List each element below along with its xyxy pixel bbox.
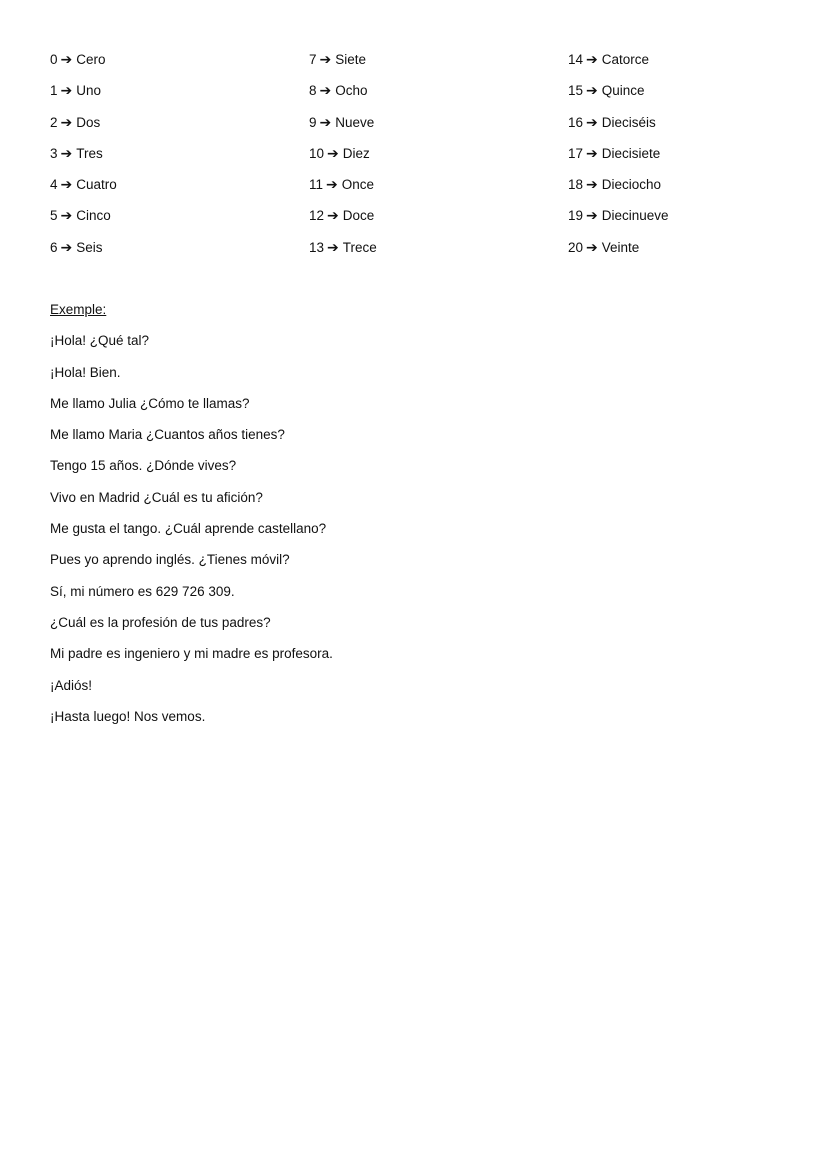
number-word: Diez — [342, 145, 370, 161]
right-arrow-icon: ➔ — [319, 114, 332, 131]
dialogue-line: Me llamo Julia ¿Cómo te llamas? — [50, 395, 250, 411]
number-entry — [50, 82, 309, 113]
right-arrow-icon: ➔ — [586, 208, 598, 225]
number-digit: 20 — [568, 239, 584, 255]
right-arrow-icon: ➔ — [586, 52, 598, 68]
number-word: Cero — [76, 52, 106, 67]
right-arrow-icon: ➔ — [60, 145, 73, 162]
number-digit: 16 — [568, 114, 584, 130]
number-entry — [568, 114, 790, 145]
dialogue-line: Me gusta el tango. ¿Cuál aprende castellano? — [50, 521, 327, 537]
number-entry — [309, 114, 568, 145]
number-word: Dieciséis — [601, 114, 656, 130]
number-digit: 8 — [309, 83, 317, 99]
number-entry — [309, 82, 568, 113]
number-word: Cuatro — [76, 177, 117, 193]
right-arrow-icon: ➔ — [327, 208, 339, 225]
number-word: Dieciocho — [601, 177, 662, 193]
number-entry — [568, 145, 790, 176]
right-arrow-icon: ➔ — [319, 52, 332, 68]
number-digit: 13 — [309, 239, 325, 255]
number-word: Uno — [76, 83, 102, 99]
number-digit: 6 — [50, 239, 58, 255]
dialogue-line: Tengo 15 años. ¿Dónde vives? — [50, 458, 237, 474]
number-entry — [568, 207, 790, 238]
right-arrow-icon: ➔ — [327, 145, 339, 162]
dialogue-line: Sí, mi número es 629 726 309. — [50, 583, 235, 599]
number-digit: 7 — [309, 52, 317, 67]
numbers-list — [50, 51, 790, 270]
number-word: Ocho — [335, 83, 368, 99]
dialogue-line: Vivo en Madrid ¿Cuál es tu afición? — [50, 489, 263, 505]
number-digit: 2 — [50, 114, 58, 130]
number-entry — [568, 239, 790, 270]
numbers-column-1 — [50, 51, 309, 270]
number-word: Siete — [335, 52, 367, 67]
dialogue-line: Mi padre es ingeniero y mi madre es profesora. — [50, 646, 333, 662]
number-word: Diecinueve — [601, 208, 669, 224]
numbers-column-3 — [568, 51, 790, 270]
number-entry — [309, 51, 568, 82]
right-arrow-icon: ➔ — [586, 177, 598, 194]
number-entry — [50, 239, 309, 270]
right-arrow-icon: ➔ — [326, 177, 338, 194]
number-digit: 1 — [50, 83, 58, 99]
dialogue-line: ¡Hola! ¿Qué tal? — [50, 333, 150, 349]
number-word: Cinco — [76, 208, 111, 224]
dialogue-line: ¿Cuál es la profesión de tus padres? — [50, 614, 271, 630]
right-arrow-icon: ➔ — [319, 83, 332, 100]
number-digit: 15 — [568, 83, 584, 99]
right-arrow-icon: ➔ — [586, 83, 598, 100]
number-word: Diecisiete — [601, 145, 661, 161]
example-dialogue — [50, 301, 750, 739]
number-entry — [568, 51, 790, 82]
number-digit: 12 — [309, 208, 325, 224]
example-heading: Exemple: — [50, 302, 107, 317]
dialogue-line: ¡Hasta luego! Nos vemos. — [50, 708, 206, 724]
right-arrow-icon: ➔ — [60, 239, 73, 256]
number-digit: 0 — [50, 52, 58, 67]
number-digit: 5 — [50, 208, 58, 224]
number-entry — [309, 239, 568, 270]
right-arrow-icon: ➔ — [60, 52, 73, 68]
number-digit: 14 — [568, 52, 584, 67]
dialogue-line: ¡Hola! Bien. — [50, 364, 121, 380]
number-digit: 10 — [309, 145, 325, 161]
number-entry — [309, 207, 568, 238]
right-arrow-icon: ➔ — [327, 239, 339, 256]
right-arrow-icon: ➔ — [586, 114, 598, 131]
number-word: Quince — [601, 83, 645, 99]
number-entry — [309, 145, 568, 176]
number-entry — [50, 114, 309, 145]
number-word: Once — [341, 177, 375, 193]
right-arrow-icon: ➔ — [60, 114, 73, 131]
number-digit: 9 — [309, 114, 317, 130]
number-entry — [50, 207, 309, 238]
right-arrow-icon: ➔ — [586, 239, 598, 256]
number-digit: 3 — [50, 145, 58, 161]
right-arrow-icon: ➔ — [60, 177, 73, 194]
dialogue-line: Pues yo aprendo inglés. ¿Tienes móvil? — [50, 552, 290, 568]
number-entry — [50, 51, 309, 82]
number-word: Dos — [76, 114, 101, 130]
number-entry — [568, 176, 790, 207]
number-digit: 19 — [568, 208, 584, 224]
right-arrow-icon: ➔ — [60, 208, 73, 225]
number-entry — [568, 82, 790, 113]
number-entry — [309, 176, 568, 207]
number-word: Tres — [76, 145, 103, 161]
number-word: Nueve — [335, 114, 375, 130]
number-digit: 18 — [568, 177, 584, 193]
number-digit: 17 — [568, 145, 584, 161]
number-digit: 11 — [309, 177, 324, 193]
number-digit: 4 — [50, 177, 58, 193]
dialogue-line: Me llamo Maria ¿Cuantos años tienes? — [50, 427, 285, 443]
right-arrow-icon: ➔ — [586, 145, 598, 162]
number-word: Doce — [342, 208, 375, 224]
number-entry — [50, 176, 309, 207]
numbers-column-2 — [309, 51, 568, 270]
number-word: Seis — [76, 239, 103, 255]
dialogue-line: ¡Adiós! — [50, 677, 93, 693]
number-entry — [50, 145, 309, 176]
number-word: Veinte — [601, 239, 640, 255]
number-word: Trece — [342, 239, 377, 255]
right-arrow-icon: ➔ — [60, 83, 73, 100]
number-word: Catorce — [601, 52, 650, 67]
